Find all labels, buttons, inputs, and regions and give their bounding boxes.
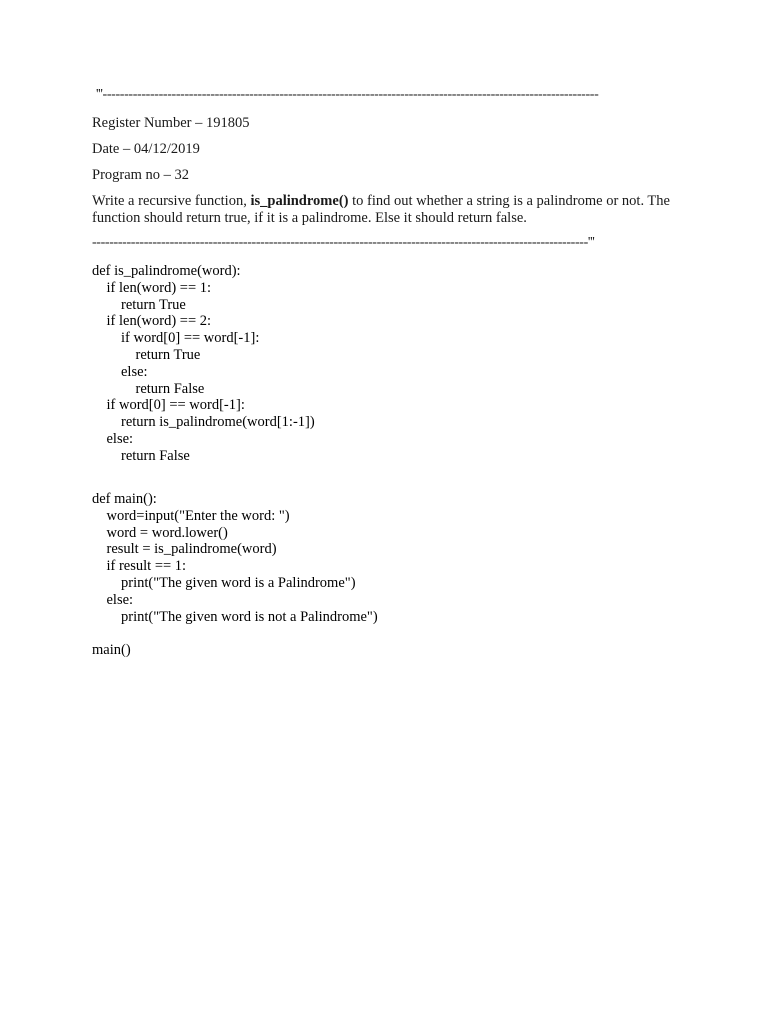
register-number: Register Number – 191805 <box>92 115 250 131</box>
date-line: Date – 04/12/2019 <box>92 141 200 157</box>
code-main-function: def main(): word=input("Enter the word: ") word = word.lower() result = is_palindrome(word) if result == 1: print("The given word is a Palindrome") else: print("The given word is not a Palindrome") <box>92 491 378 625</box>
top-separator: '''------------------------------------------------------------------------------------------------------------------- <box>96 87 599 102</box>
function-name: is_palindrome() <box>250 193 349 209</box>
code-main-call: main() <box>92 642 131 658</box>
program-number: Program no – 32 <box>92 167 190 183</box>
task-description <box>92 193 672 227</box>
task-text-end: to find out whether a string is a palindrome or not. The function should return true, if it is a palindrome. Else it should return false. <box>92 193 670 226</box>
bottom-separator: -------------------------------------------------------------------------------------------------------------------''' <box>92 235 595 250</box>
task-text-start: Write a recursive function, <box>92 193 251 209</box>
code-is-palindrome: def is_palindrome(word): if len(word) == 1: return True if len(word) == 2: if word[0] == word[-1]: return True else: return False if word[0] == word[-1]: return is_palindrome(word[1:-1]) else: return False <box>92 263 315 464</box>
